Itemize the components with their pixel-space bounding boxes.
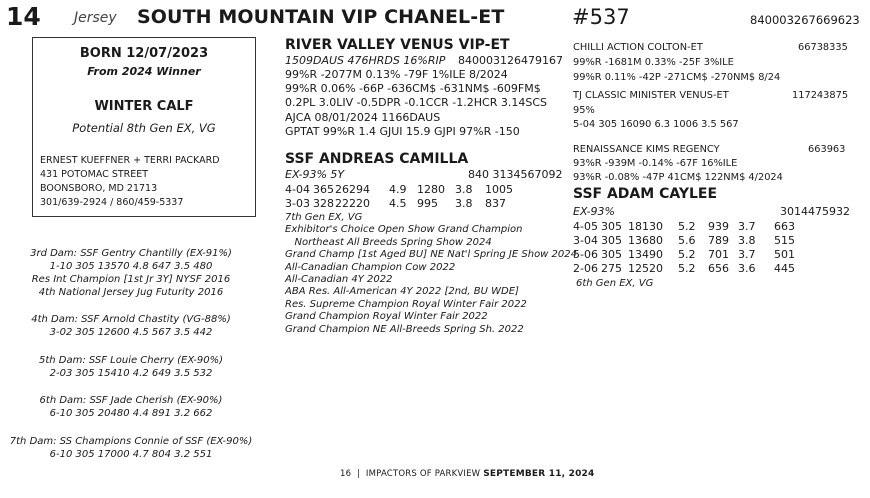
- dam-line: 4th Dam: SSF Arnold Chastity (VG-88%): [31, 314, 231, 325]
- dam-line: 6-10 305 17000 4.7 804 3.2 551: [49, 449, 213, 460]
- lactation-row: 3-03 328 22220 4.5 995 3.8 837: [285, 196, 506, 210]
- dam-lactation-table: [285, 182, 513, 210]
- consignor-name: ERNEST KUEFFNER + TERRI PACKARD: [40, 155, 220, 166]
- footer-separator: |: [357, 469, 361, 479]
- dam-dam-lactation-table: [573, 219, 795, 276]
- born-note: From 2024 Winner: [87, 65, 201, 78]
- lactation-row: 5-06 305 13490 5.2 701 3.7 501: [573, 247, 795, 261]
- sire-dam-reg: 117243875: [792, 90, 849, 101]
- footer-title: IMPACTORS OF PARKVIEW: [365, 469, 481, 479]
- tag-number: #537: [572, 5, 630, 29]
- registration-number: 840003267669623: [750, 13, 860, 27]
- dam-line: 7th Dam: SS Champions Connie of SSF (EX-90%): [9, 436, 253, 447]
- sire-dam-line: 5-04 305 16090 6.3 1006 3.5 567: [573, 119, 739, 130]
- lactation-row: 2-06 275 12520 5.2 656 3.6 445: [573, 262, 795, 276]
- page-footer: [340, 469, 594, 479]
- dam-line: 1-10 305 13570 4.8 647 3.5 480: [49, 261, 213, 272]
- dam-line: 4th National Jersey Jug Futurity 2016: [38, 287, 224, 298]
- dam-line: 6th Dam: SSF Jade Cherish (EX-90%): [39, 395, 223, 406]
- sire-name: RIVER VALLEY VENUS VIP-ET: [285, 37, 510, 53]
- sire-proof-line: GPTAT 99%R 1.4 GJUI 15.9 GJPI 97%R -150: [285, 125, 520, 138]
- sire-proof-line: 99%R 0.06% -66P -636CM$ -631NM$ -609FM$: [285, 82, 541, 95]
- sire-registration: 840003126479167: [458, 54, 563, 67]
- class-label: WINTER CALF: [94, 99, 194, 114]
- sire-sire-line: 99%R -1681M 0.33% -25F 3%ILE: [573, 57, 734, 68]
- dam-dam-reg: 3014475932: [780, 205, 850, 218]
- sire-sire-reg: 66738335: [798, 42, 848, 53]
- dam-line: 5th Dam: SSF Louie Cherry (EX-90%): [38, 355, 223, 366]
- sire-dam-line: 95%: [573, 105, 595, 116]
- sire-proof-line: 99%R -2077M 0.13% -79F 1%ILE 8/2024: [285, 68, 508, 81]
- sire-sire-name: CHILLI ACTION COLTON-ET: [573, 42, 703, 53]
- animal-name: SOUTH MOUNTAIN VIP CHANEL-ET: [137, 6, 505, 28]
- class-note: Potential 8th Gen EX, VG: [72, 121, 216, 135]
- dam-dam-score: EX-93%: [573, 205, 615, 218]
- dam-dam-name: SSF ADAM CAYLEE: [573, 186, 718, 202]
- consignor-street: 431 POTOMAC STREET: [40, 169, 149, 180]
- page-number: 16: [340, 469, 352, 479]
- dam-notes: 7th Gen EX, VG Exhibitor's Choice Open Show Grand Champion Northeast All Breeds Spring Show 2024 Grand Champ [1st Aged BU] NE Nat'l Spring JE Show 2024 All-Canadian Champion Cow 2022 All-Canadian 4Y 2022 ABA Res. All-American 4Y 2022 [2nd, BU WDE] Res. Supreme Champion Royal Winter Fair 2022 Grand Champion Royal Winter Fair 2022 Grand Champion NE All-Breeds Spring Sh. 2022: [285, 212, 577, 335]
- dam-line: 2-03 305 15410 4.2 649 3.5 532: [49, 368, 213, 379]
- sixth-dam: [0, 394, 262, 420]
- sire-proof-line: 1509DAUS 476HRDS 16%RIP: [285, 54, 446, 67]
- third-dam: [0, 247, 262, 299]
- fourth-dam: [0, 313, 262, 339]
- dam-sire-name: RENAISSANCE KIMS REGENCY: [573, 144, 720, 155]
- consignor-phone: 301/639-2924 / 860/459-5337: [40, 197, 184, 208]
- dam-dam-note: 6th Gen EX, VG: [576, 278, 654, 289]
- dam-score: EX-93% 5Y: [285, 168, 345, 181]
- dam-line: 3rd Dam: SSF Gentry Chantilly (EX-91%): [30, 248, 232, 259]
- consignor-city: BOONSBORO, MD 21713: [40, 183, 158, 194]
- dam-sire-reg: 663963: [808, 144, 846, 155]
- footer-date: SEPTEMBER 11, 2024: [483, 469, 595, 479]
- dam-sire-line: 93%R -939M -0.14% -67F 16%ILE: [573, 158, 738, 169]
- sire-proof-line: 0.2PL 3.0LIV -0.5DPR -0.1CCR -1.2HCR 3.14SCS: [285, 96, 548, 109]
- dam-line: Res Int Champion [1st Jr 3Y] NYSF 2016: [31, 274, 231, 285]
- seventh-dam: [0, 435, 262, 461]
- born-date: BORN 12/07/2023: [79, 46, 209, 61]
- lot-number: 14: [6, 2, 41, 31]
- dam-name: SSF ANDREAS CAMILLA: [285, 151, 469, 167]
- sire-dam-name: TJ CLASSIC MINISTER VENUS-ET: [573, 90, 729, 101]
- lactation-row: 3-04 305 13680 5.6 789 3.8 515: [573, 233, 795, 247]
- dam-sire-line: 93%R -0.08% -47P 41CM$ 122NM$ 4/2024: [573, 172, 783, 183]
- breed-label: Jersey: [74, 10, 117, 26]
- lactation-row: 4-04 365 26294 4.9 1280 3.8 1005: [285, 182, 513, 196]
- dam-line: 6-10 305 20480 4.4 891 3.2 662: [49, 408, 213, 419]
- lactation-row: 4-05 305 18130 5.2 939 3.7 663: [573, 219, 795, 233]
- info-box: [32, 37, 256, 217]
- dam-registration: 840 3134567092: [468, 168, 563, 181]
- sire-proof-line: AJCA 08/01/2024 1166DAUS: [285, 111, 441, 124]
- dam-line: 3-02 305 12600 4.5 567 3.5 442: [49, 327, 213, 338]
- sire-sire-line: 99%R 0.11% -42P -271CM$ -270NM$ 8/24: [573, 72, 781, 83]
- fifth-dam: [0, 354, 262, 380]
